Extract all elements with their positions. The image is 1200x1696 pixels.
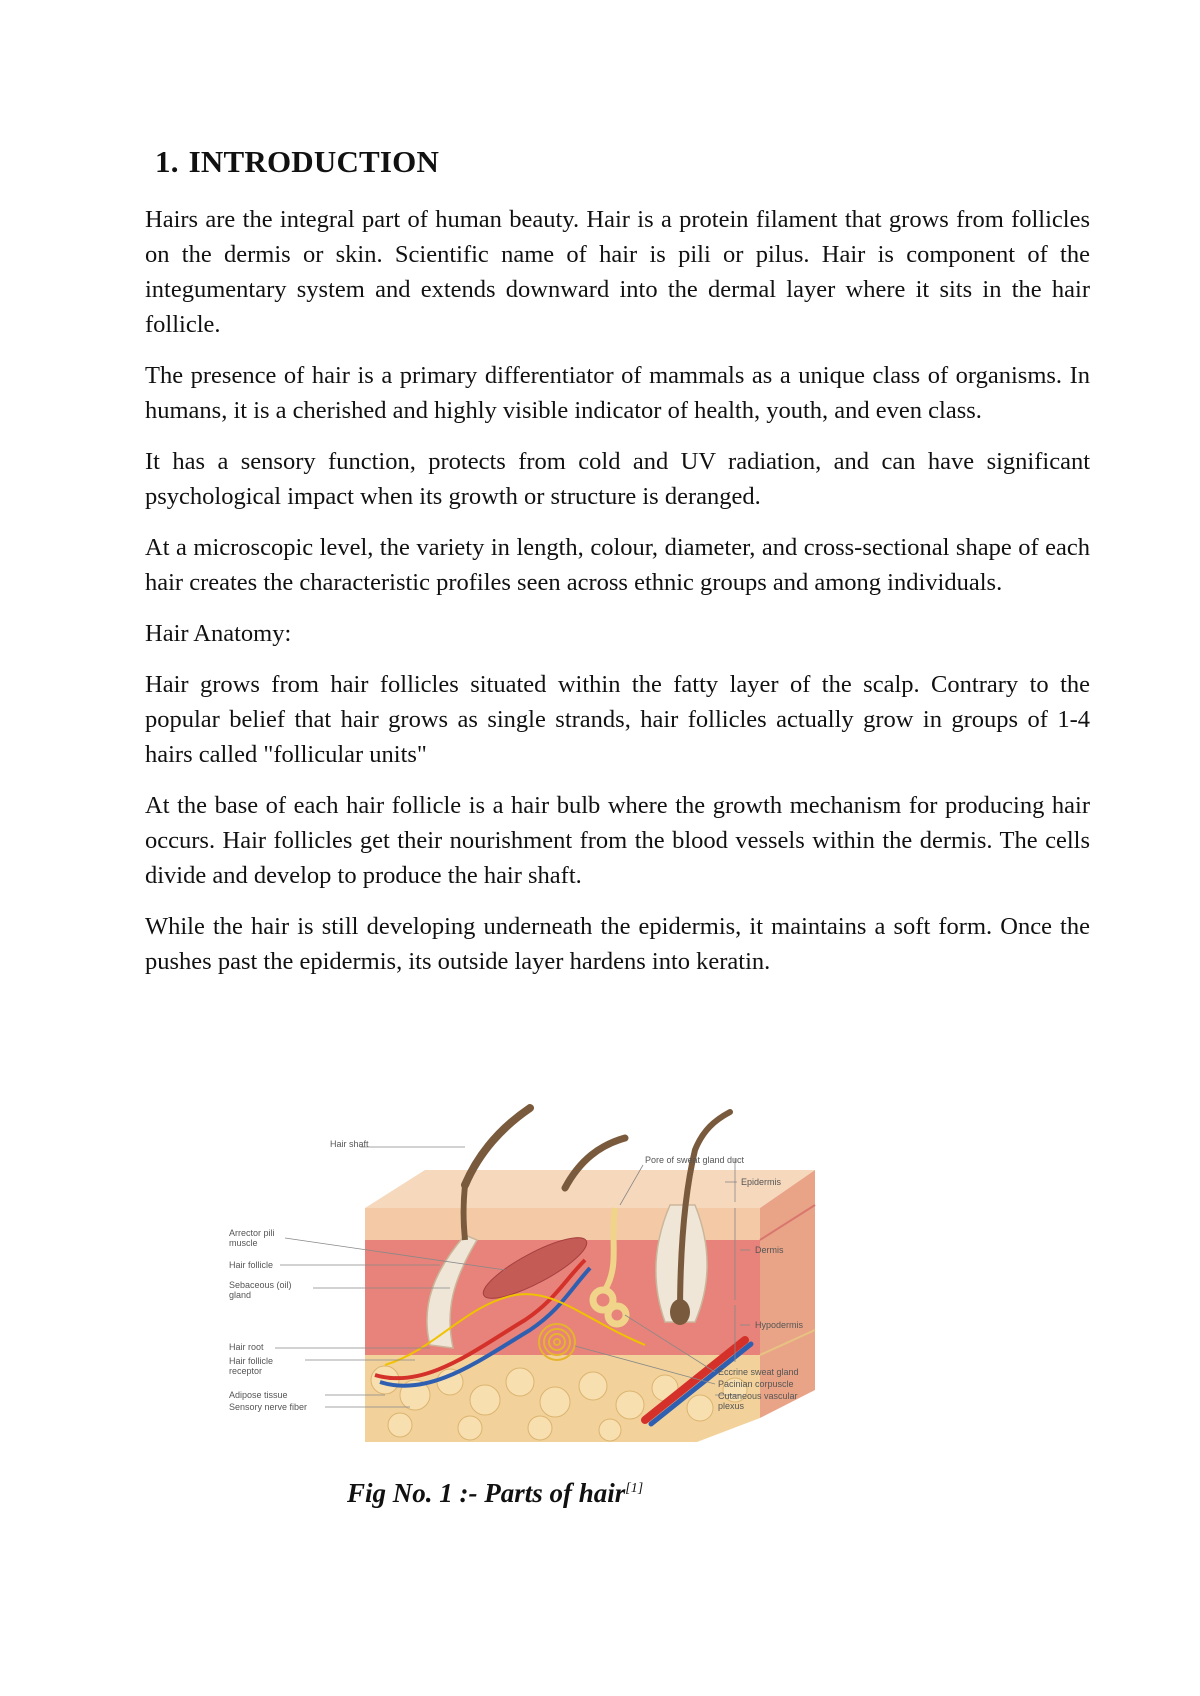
section-number: 1. — [155, 144, 179, 179]
label-epidermis: Epidermis — [741, 1177, 782, 1187]
label-cutaneous: Cutaneous vascular — [718, 1391, 798, 1401]
label-eccrine: Eccrine sweat gland — [718, 1367, 799, 1377]
paragraph-6: At the base of each hair follicle is a hair bulb where the growth mechanism for producing hair occurs. Hair follicles get their nourishment from the blood vessels within the dermis. The cells divide and develop to produce the hair shaft. — [145, 792, 1090, 889]
label-sweat-pore: Pore of sweat gland duct — [645, 1155, 745, 1165]
paragraph-3: It has a sensory function, protects from cold and UV radiation, and can have significant psychological impact when its growth or structure is deranged. — [145, 448, 1090, 510]
label-arrector-pili: Arrector pili — [229, 1228, 275, 1238]
label-hair-shaft: Hair shaft — [330, 1139, 369, 1149]
label-follicle-receptor-2: receptor — [229, 1366, 263, 1376]
figure-caption — [347, 1478, 643, 1509]
paragraph-1: Hairs are the integral part of human beauty. Hair is a protein filament that grows from follicles on the dermis or skin. Scientific name of hair is pili or pilus. Hair is component of the integumentary system and extends downward into the dermal layer where it sits in the hair follicle. — [145, 206, 1090, 338]
label-cutaneous-plexus: plexus — [718, 1401, 745, 1411]
label-sensory-nerve: Sensory nerve fiber — [229, 1402, 308, 1412]
label-hair-follicle: Hair follicle — [229, 1260, 274, 1270]
label-hair-root: Hair root — [229, 1342, 264, 1352]
skin-surface — [365, 1170, 815, 1208]
caption-text: Fig No. 1 :- Parts of hair — [347, 1478, 626, 1508]
paragraph-4: At a microscopic level, the variety in length, colour, diameter, and cross-sectional shape of each hair creates the characteristic profiles seen across ethnic groups and among individuals. — [145, 534, 1090, 596]
skin-cross-section-diagram — [225, 1090, 885, 1450]
section-title: INTRODUCTION — [188, 144, 440, 179]
body-text — [145, 202, 1090, 995]
label-arrector-pili-muscle: muscle — [229, 1238, 258, 1248]
label-follicle-receptor: Hair follicle — [229, 1356, 274, 1366]
hair-shaft-2 — [464, 1185, 466, 1240]
label-hypodermis: Hypodermis — [755, 1320, 804, 1330]
caption-reference: [1] — [625, 1481, 644, 1496]
paragraph-2: The presence of hair is a primary differentiator of mammals as a unique class of organisms. In humans, it is a cherished and highly visible indicator of health, youth, and even class. — [145, 362, 1090, 424]
section-heading — [155, 144, 439, 180]
label-adipose: Adipose tissue — [229, 1390, 288, 1400]
paragraph-7: While the hair is still developing underneath the epidermis, it maintains a soft form. Once the pushes past the epidermis, its outside layer hardens into keratin. — [145, 913, 1090, 975]
paragraph-5: Hair grows from hair follicles situated within the fatty layer of the scalp. Contrary to the popular belief that hair grows as single strands, hair follicles actually grow in groups of 1-4 hairs called "follicular units" — [145, 671, 1090, 768]
label-pacinian: Pacinian corpuscle — [718, 1379, 794, 1389]
label-sebaceous: Sebaceous (oil) — [229, 1280, 292, 1290]
subheading-hair-anatomy: Hair Anatomy: — [145, 620, 292, 647]
hair-anatomy-figure — [225, 1090, 885, 1450]
label-dermis: Dermis — [755, 1245, 784, 1255]
label-sebaceous-gland: gland — [229, 1290, 252, 1300]
